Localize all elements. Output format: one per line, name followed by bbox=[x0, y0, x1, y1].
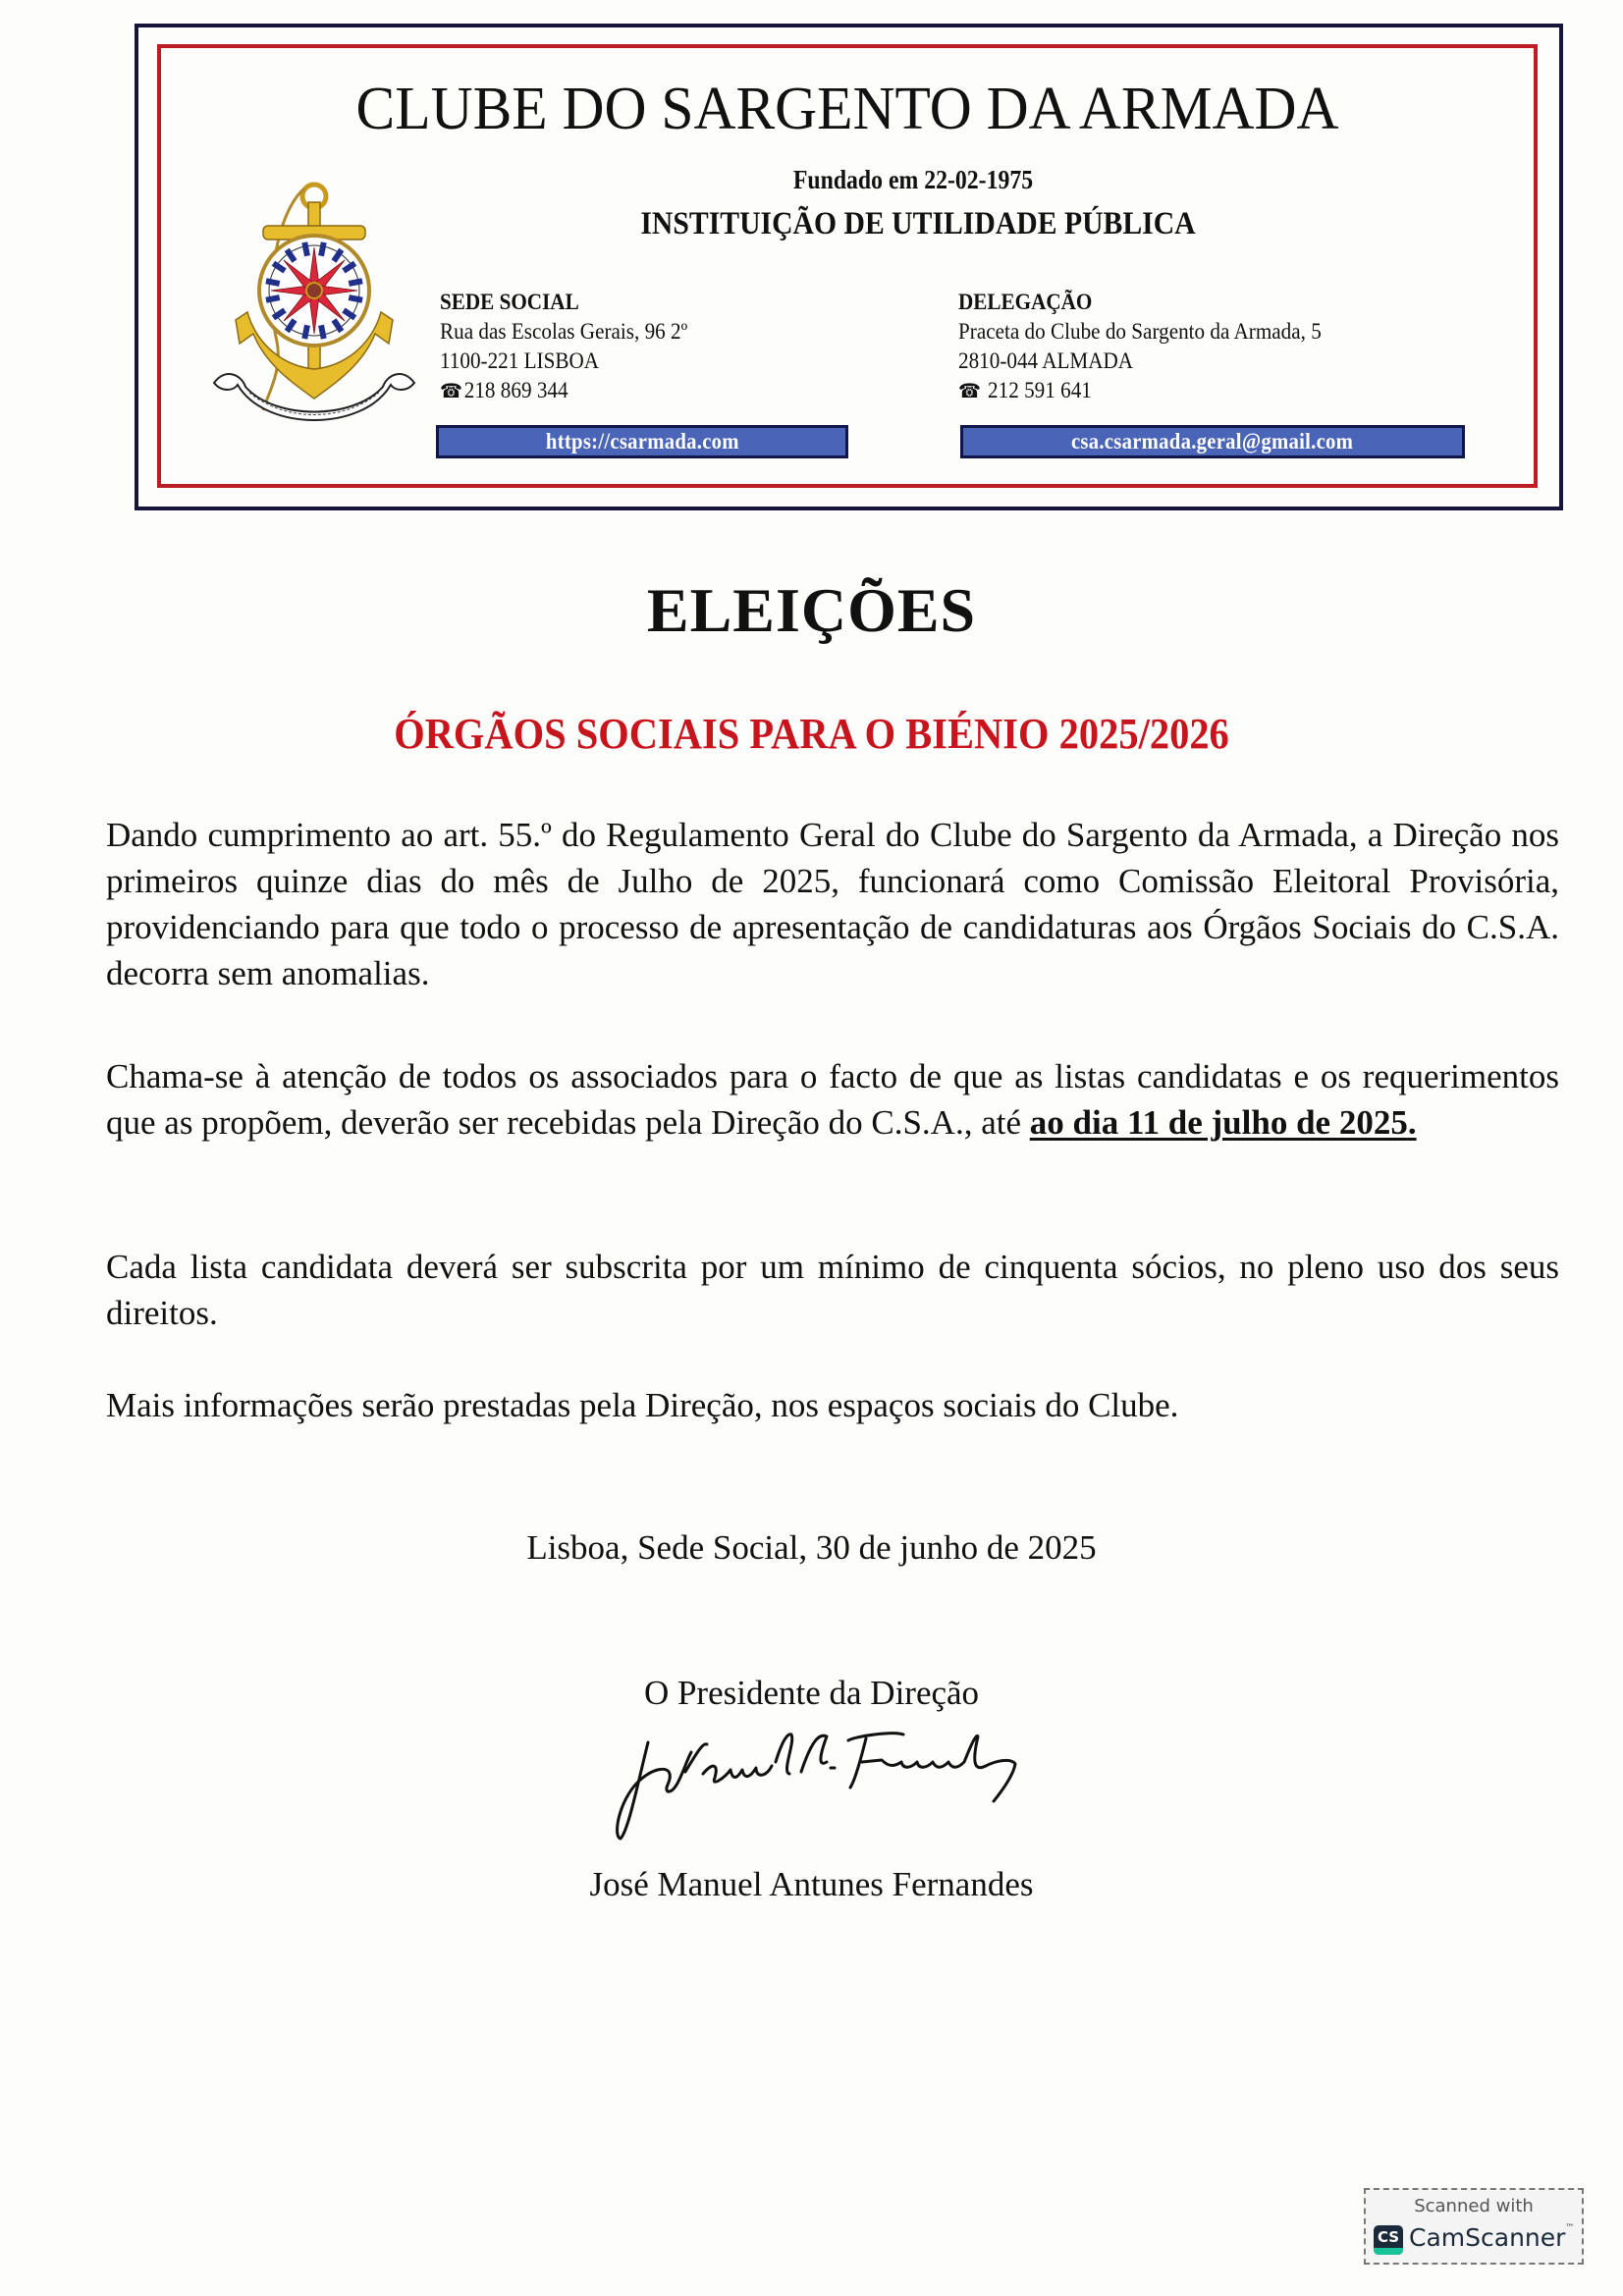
delegacao-postal: 2810-044 ALMADA bbox=[958, 348, 1134, 373]
camscanner-brand bbox=[1409, 2223, 1574, 2252]
delegacao-heading: DELEGAÇÃO bbox=[958, 290, 1093, 314]
document-title: ELEIÇÕES bbox=[646, 575, 977, 645]
deadline-date: ao dia 11 de julho de 2025 bbox=[1029, 1103, 1408, 1142]
signatory-name: José Manuel Antunes Fernandes bbox=[589, 1865, 1034, 1903]
sede-social-phone: 218 869 344 bbox=[463, 378, 568, 402]
compass-rose bbox=[259, 236, 369, 346]
club-logo-anchor-icon bbox=[206, 175, 422, 432]
signatory-role: O Presidente da Direção bbox=[643, 1674, 980, 1712]
club-name: CLUBE DO SARGENTO DA ARMADA bbox=[355, 76, 1339, 142]
scanned-with-label: Scanned with bbox=[1414, 2196, 1534, 2216]
camscanner-logo-icon: CS bbox=[1374, 2225, 1403, 2255]
email-link[interactable] bbox=[960, 425, 1465, 458]
paragraph-2 bbox=[106, 1053, 1559, 1146]
website-link-text: https://csarmada.com bbox=[545, 429, 739, 454]
paragraph-1: Dando cumprimento ao art. 55.º do Regulamento Geral do Clube do Sargento da Armada, a Direção nos primeiros quinze dias do mês de Julho de 2025, funcionará como Comissão Eleitoral Provisória, providenciando para que todo o processo de apresentação de candidaturas aos Órgãos Sociais do C.S.A. decorra sem anomalias. bbox=[106, 816, 1559, 992]
handwritten-signature-icon bbox=[609, 1723, 1060, 1841]
founded-date: Fundado em 22-02-1975 bbox=[792, 165, 1034, 194]
paragraph-4: Mais informações serão prestadas pela Direção, nos espaços sociais do Clube. bbox=[106, 1386, 1179, 1424]
email-link-text: csa.csarmada.geral@gmail.com bbox=[1071, 429, 1354, 454]
sede-social-address bbox=[440, 288, 819, 406]
phone-icon: ☎ bbox=[958, 381, 981, 402]
camscanner-watermark bbox=[1364, 2188, 1584, 2265]
phone-icon: ☎ bbox=[440, 381, 462, 402]
camscanner-brand-text: CamScanner bbox=[1409, 2223, 1566, 2252]
document-subtitle: ÓRGÃOS SOCIAIS PARA O BIÉNIO 2025/2026 bbox=[394, 710, 1229, 758]
delegacao-street: Praceta do Clube do Sargento da Armada, 5 bbox=[958, 319, 1322, 344]
delegacao-address bbox=[958, 288, 1446, 406]
place-and-date: Lisboa, Sede Social, 30 de junho de 2025 bbox=[526, 1528, 1097, 1567]
delegacao-phone: 212 591 641 bbox=[988, 378, 1092, 402]
sede-social-heading: SEDE SOCIAL bbox=[440, 290, 579, 314]
paragraph-3: Cada lista candidata deverá ser subscrita por um mínimo de cinquenta sócios, no pleno uso dos seus direitos. bbox=[106, 1248, 1559, 1332]
delegacao-phone-line bbox=[958, 376, 1446, 406]
paragraph-2-lead: Chama-se à atenção de todos os associados para o facto de que as listas candidatas e os requerimentos que as propõem, deverão ser recebidas pela Direção do C.S.A., até bbox=[106, 1057, 1559, 1142]
website-link[interactable] bbox=[436, 425, 848, 458]
paragraph-2-end: . bbox=[1407, 1103, 1417, 1142]
sede-social-postal: 1100-221 LISBOA bbox=[440, 348, 600, 373]
public-utility-status: INSTITUIÇÃO DE UTILIDADE PÚBLICA bbox=[640, 206, 1196, 241]
trademark-symbol: ™ bbox=[1565, 2223, 1575, 2233]
sede-social-street: Rua das Escolas Gerais, 96 2º bbox=[440, 319, 688, 344]
sede-social-phone-line bbox=[440, 376, 819, 406]
